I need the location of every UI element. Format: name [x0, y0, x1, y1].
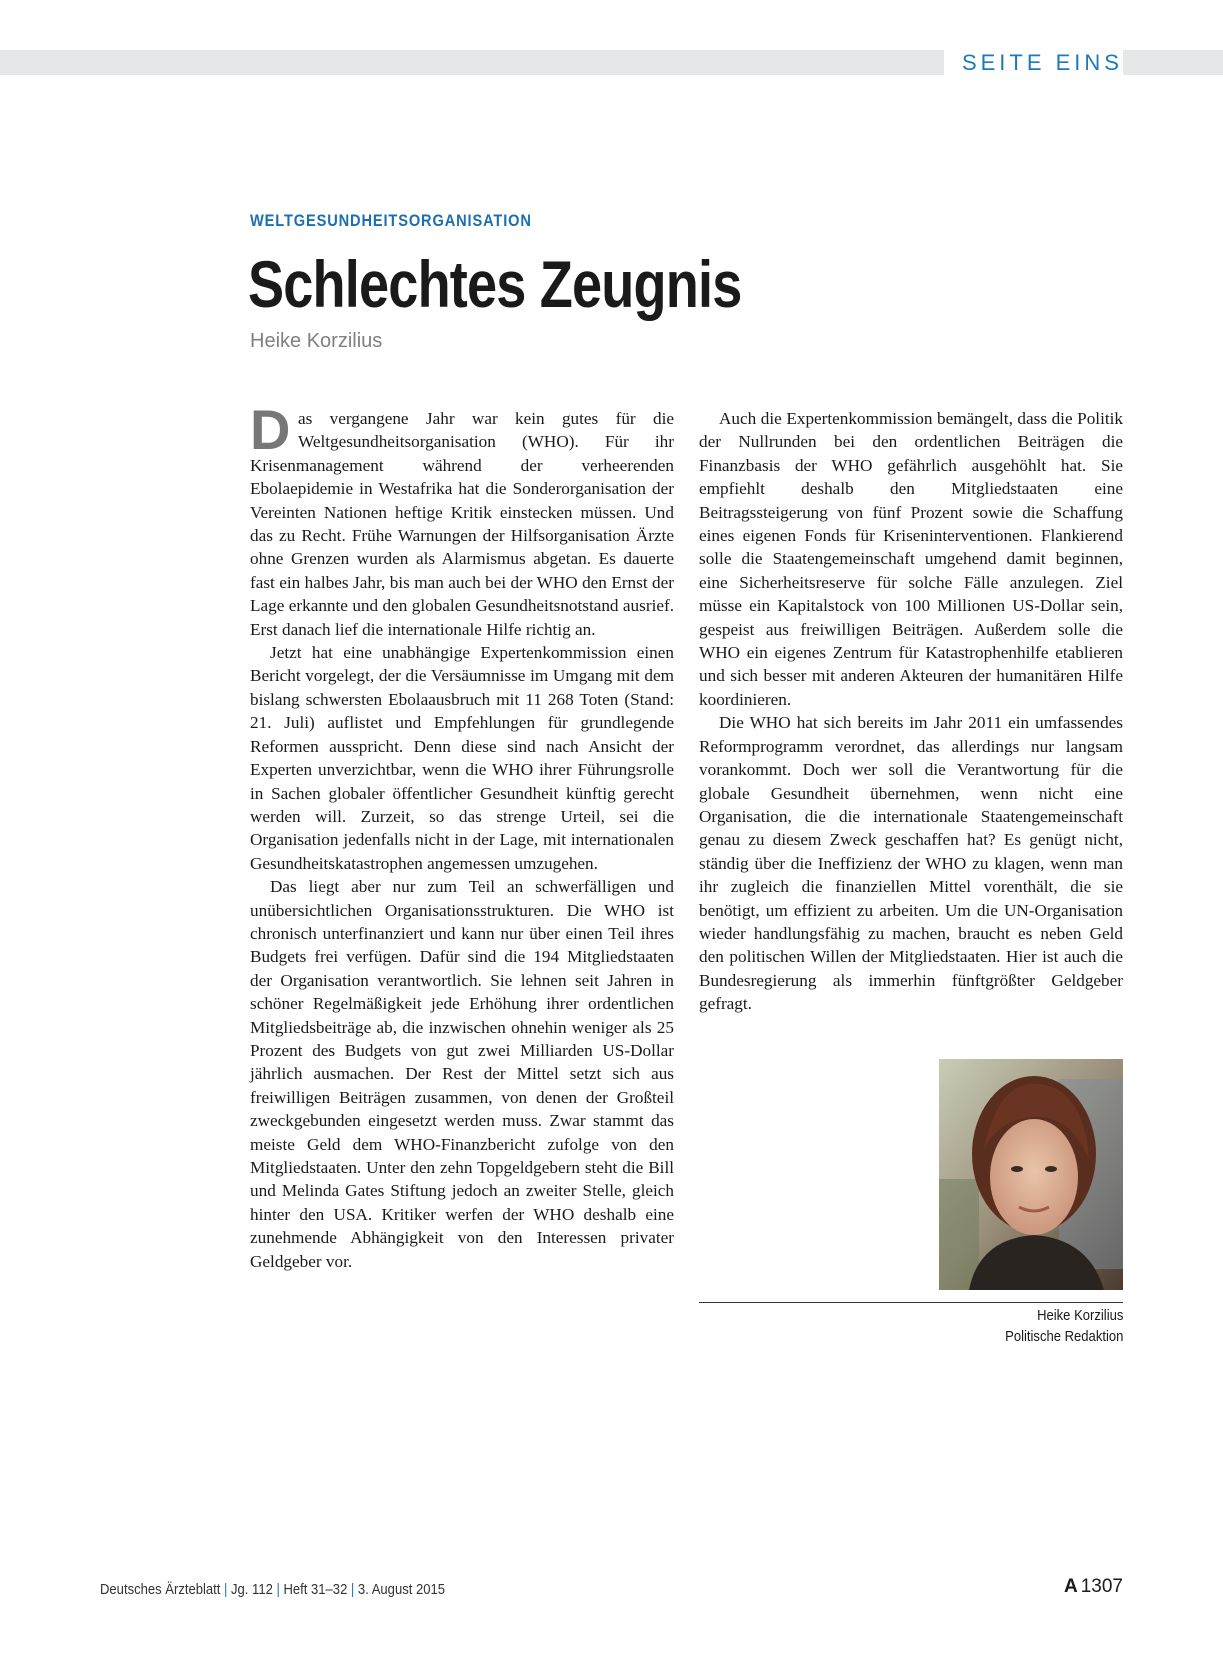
footer-date: 3. August 2015: [357, 1582, 446, 1598]
article-kicker: WELTGESUNDHEITSORGANISATION: [250, 211, 532, 230]
article-paragraph: Jetzt hat eine unabhängige Expertenkommission einen Bericht vorgelegt, der die Versäumnisse im Umgang mit dem bislang schwersten Ebolaausbruch mit 11 268 Toten (Stand: 21. Juli) auflistet und Empfehlungen für grundlegende Reformen ausspricht. Denn diese sind nach Ansicht der Experten unverzichtbar, wenn die WHO ihrer Führungsrolle in Sachen globaler öffentlicher Gesundheit künftig gerecht werden will. Zurzeit, so das strenge Urteil, sei die Organisation jedenfalls nicht in der Lage, mit internationalen Gesundheitskatastrophen angemessen umzugehen.: [250, 643, 674, 873]
page-number: A 1307: [1063, 1576, 1123, 1597]
page-footer: Deutsches Ärzteblatt | Jg. 112 | Heft 31–32 | 3. August 2015: [100, 1582, 446, 1598]
article-column-right: [699, 407, 1123, 1016]
footer-publication: Deutsches Ärzteblatt: [100, 1582, 221, 1598]
caption-rule: [699, 1302, 1123, 1303]
article-paragraph: Das liegt aber nur zum Teil an schwerfälligen und unübersichtlichen Organisationsstrukturen. Die WHO ist chronisch unterfinanziert und kann nur über einen Teil ihres Budgets frei verfügen. Dafür sind die 194 Mitgliedstaaten der Organisation verantwortlich. Sie lehnen seit Jahren in schöner Regelmäßigkeit jede Erhöhung ihrer ordentlichen Mitgliedsbeiträge ab, die inzwischen ohnehin weniger als 25 Prozent des Budgets von gut zwei Milliarden US-Dollar jährlich ausmachen. Der Rest der Mittel setzt sich aus freiwilligen Beiträgen zusammen, von denen der Großteil zweckgebunden eingesetzt werden muss. Zwar stammt das meiste Geld dem WHO-Finanzbericht zufolge von den Mitgliedstaaten. Unter den zehn Topgeldgebern steht die Bill und Melinda Gates Stiftung jedoch an zweiter Stelle, gleich hinter den USA. Kritiker werfen der WHO deshalb eine zunehmende Abhängigkeit von den Interessen privater Geldgeber vor.: [250, 877, 674, 1271]
caption-name: Heike Korzilius: [1036, 1308, 1123, 1324]
article-paragraph: Die WHO hat sich bereits im Jahr 2011 ein umfassendes Reformprogramm verordnet, das allerdings nur langsam vorankommt. Doch wer soll die Verantwortung für die globale Gesundheit übernehmen, wenn nicht eine Organisation, die die internationale Staatengemeinschaft genau zu diesem Zweck geschaffen hat? Es genügt nicht, ständig über die Ineffizienz der WHO zu klagen, wenn man ihr zugleich die finanziellen Mittel vorenthält, die sie benötigt, um effizient zu arbeiten. Um die UN-Organisation wieder handlungsfähig zu machen, braucht es neben Geld den politischen Willen der Mitgliedstaaten. Hier ist auch die Bundesregierung als immerhin fünftgrößter Geldgeber gefragt.: [699, 713, 1123, 1014]
article-column-left: [250, 398, 674, 1273]
section-label: SEITE EINS: [944, 50, 1123, 75]
caption-role: Politische Redaktion: [1004, 1329, 1123, 1345]
article-paragraph: Auch die Expertenkommission bemängelt, dass die Politik der Nullrunden bei den ordentlichen Beiträgen die Finanzbasis der WHO gefährlich ausgehöhlt hat. Sie empfiehlt deshalb den Mitgliedstaaten eine Beitragssteigerung von fünf Prozent sowie die Schaffung eines eigenen Fonds für Kriseninterventionen. Flankierend solle die Staatengemeinschaft umgehend damit beginnen, eine Sicherheitsreserve für solche Fälle anzulegen. Ziel müsse ein Kapitalstock von 100 Millionen US-Dollar sein, gespeist aus freiwilligen Beiträgen. Außerdem solle die WHO ein eigenes Zentrum für Katastrophenhilfe etablieren und sich besser mit anderen Akteuren der humanitären Hilfe koordinieren.: [699, 409, 1123, 709]
article-title: Schlechtes Zeugnis: [248, 247, 742, 321]
author-photo: [939, 1059, 1123, 1290]
article-paragraph: Das vergangene Jahr war kein gutes für die Weltgesundheitsorganisation (WHO). Für ihr Krisenmanagement während der verheerenden Ebolaepidemie in Westafrika hat die Sonderorganisation der Vereinten Nationen heftige Kritik einstecken müssen. Und das zu Recht. Frühe Warnungen der Hilfsorganisation Ärzte ohne Grenzen wurden als Alarmismus abgetan. Es dauerte fast ein halbes Jahr, bis man auch bei der WHO den Ernst der Lage erkannte und den globalen Gesundheitsnotstand ausrief. Erst danach lief die internationale Hilfe richtig an.: [250, 398, 674, 639]
photo-caption: [1005, 1306, 1123, 1348]
portrait-image: [939, 1059, 1123, 1290]
footer-issue: Heft 31–32: [283, 1582, 348, 1598]
drop-cap: D: [250, 398, 291, 461]
footer-volume: Jg. 112: [231, 1582, 273, 1598]
article-author: Heike Korzilius: [250, 330, 383, 352]
